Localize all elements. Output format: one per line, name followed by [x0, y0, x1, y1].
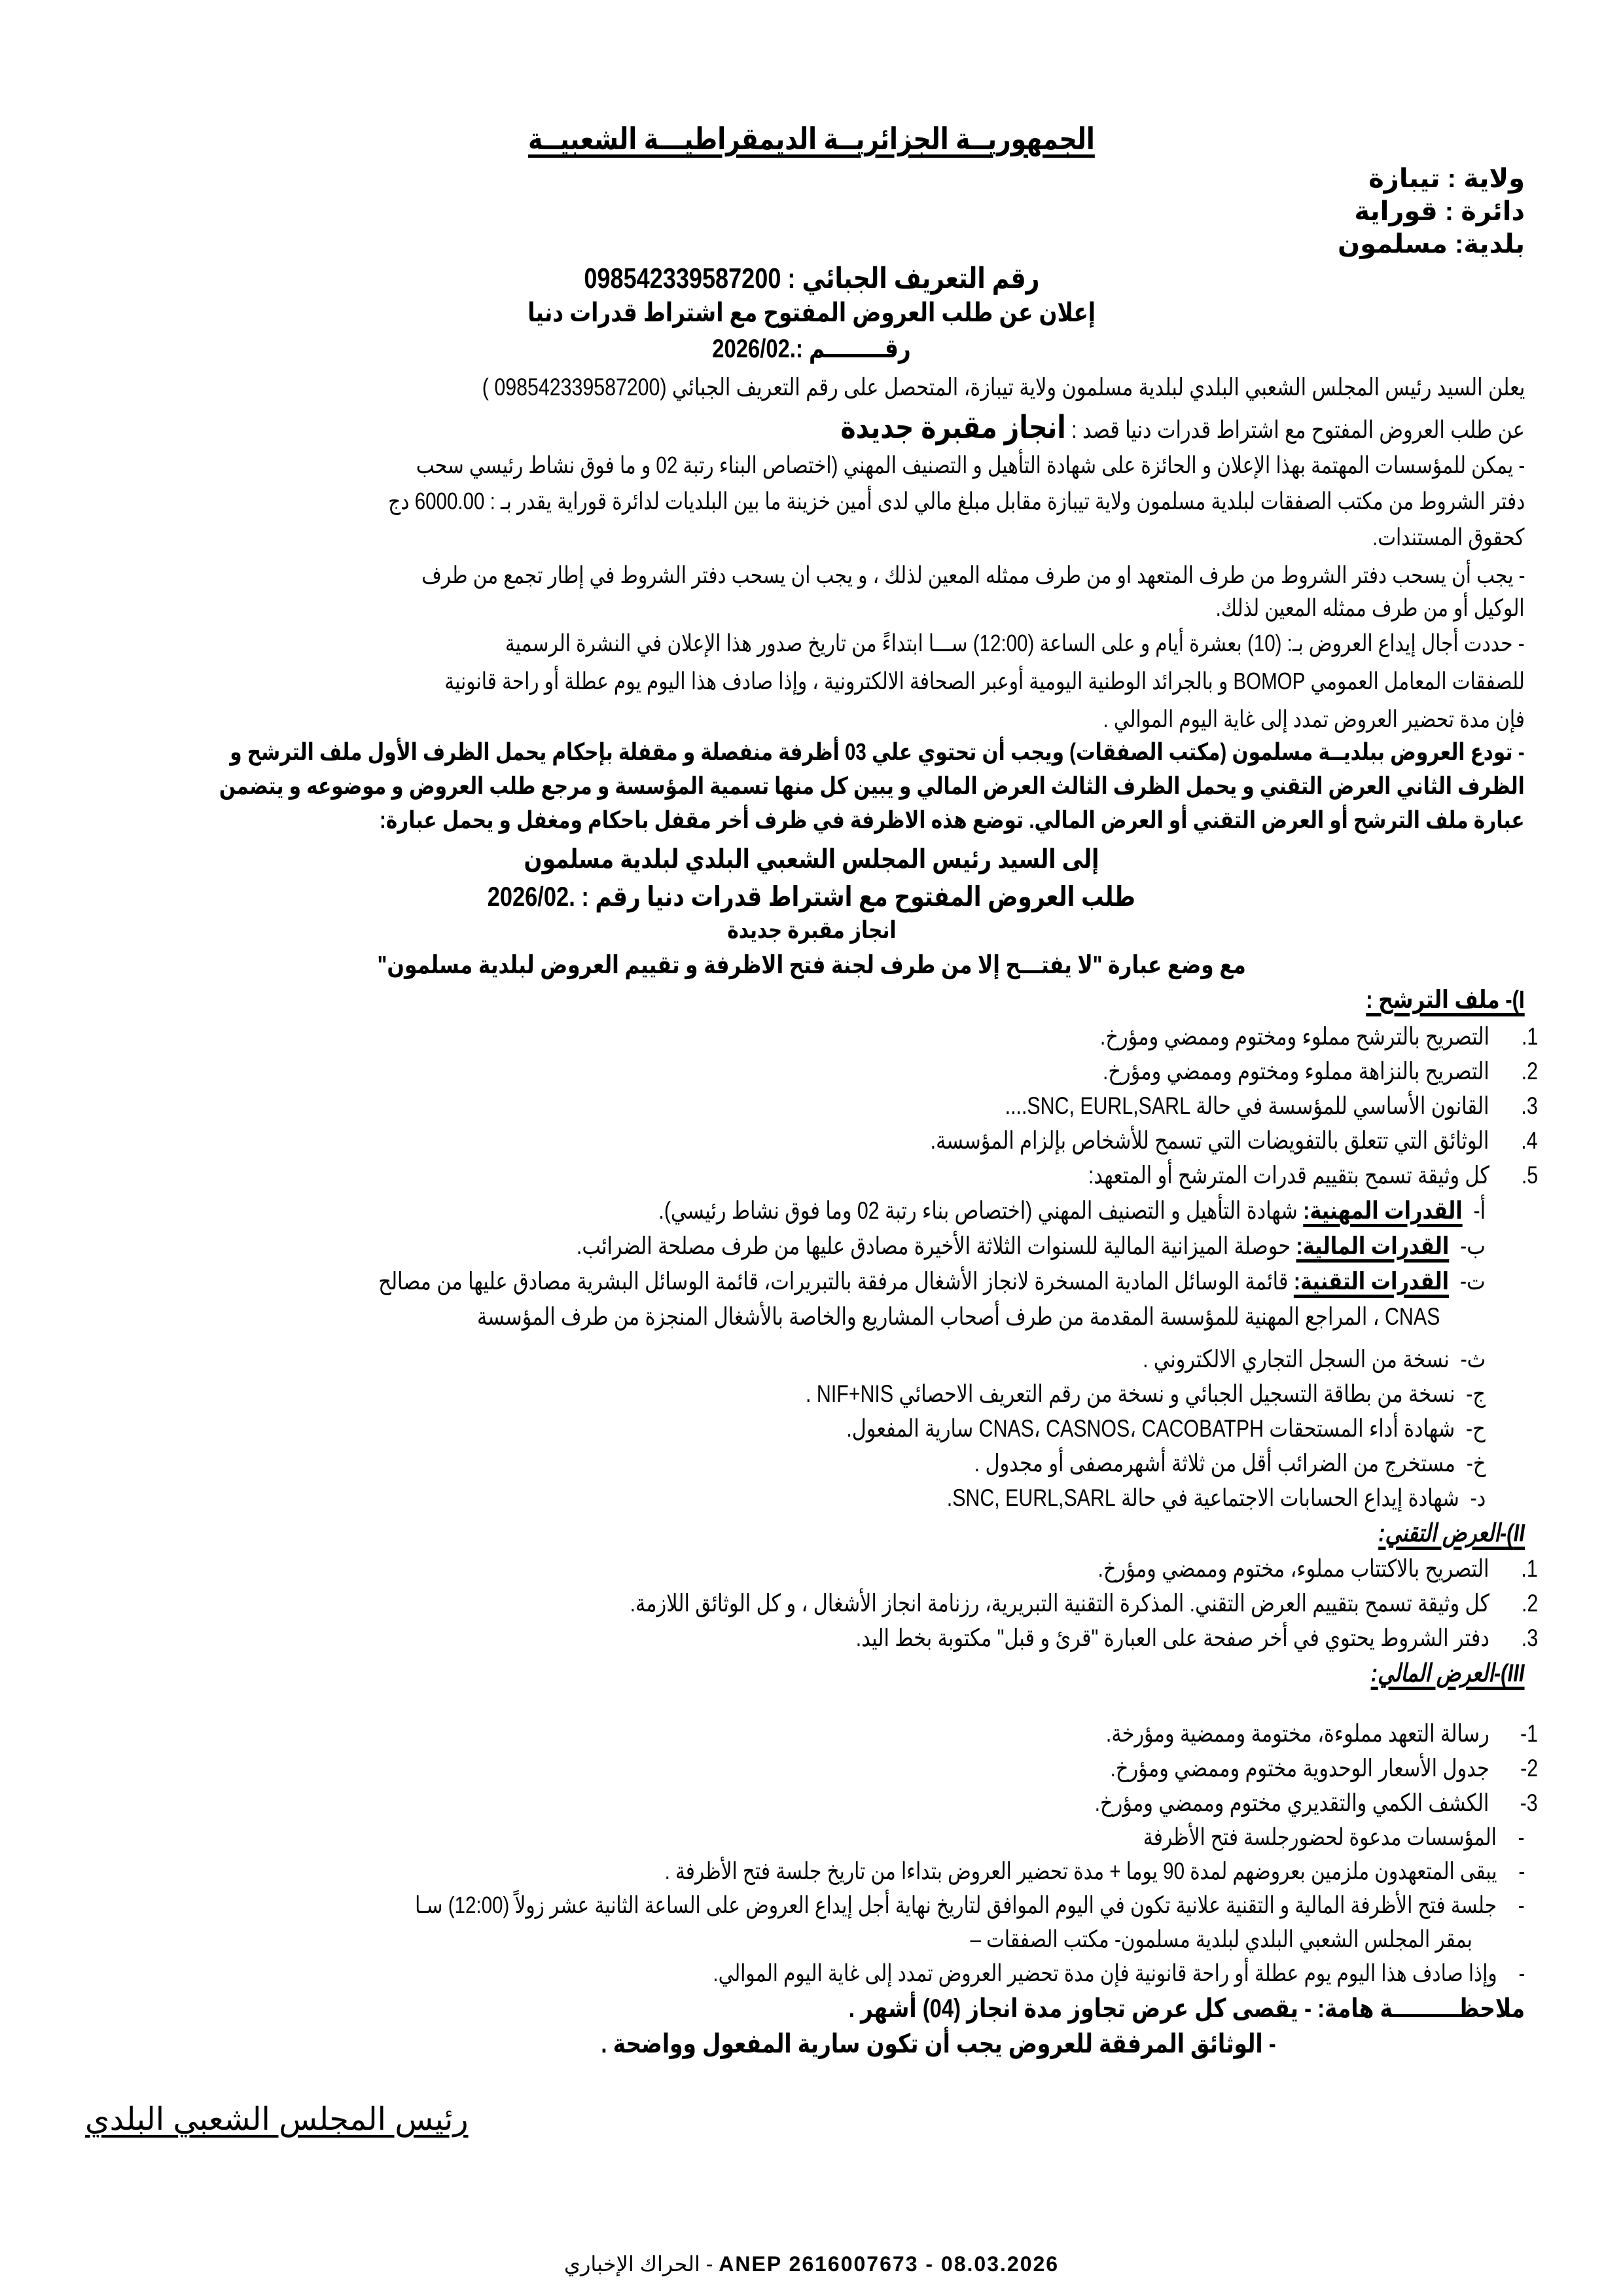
intro-prefix: عن طلب العروض المفتوح مع اشتراط قدرات دنيا قصد : [1065, 416, 1525, 443]
envelope-warning [0, 950, 1623, 980]
envelope-project-text: انجاز مقبرة جديدة [726, 916, 897, 943]
closing-bullet-3-cont [860, 1926, 1472, 1953]
item-text: التصريح بالترشح مملوء ومختوم وممضي ومؤرخ. [1099, 1023, 1489, 1050]
section1-item-2 [1007, 1057, 1538, 1085]
para2-line1 [179, 562, 1525, 589]
documents-note [453, 2029, 1276, 2059]
para1-line3-text: كحقوق المستندات. [1372, 524, 1525, 550]
section3-heading-text: III)-العرض المالي: [1371, 1660, 1525, 1687]
section3-heading [1337, 1659, 1525, 1688]
section1-item-1 [1004, 1022, 1538, 1050]
sub-item-text: حوصلة الميزانية المالية للسنوات الثلاثة الأخيرة مصادق عليها من طرف مصلحة الضرائب. [577, 1232, 1296, 1259]
closing-bullet-2: - يبقى المتعهدون ملزمين بعروضهم لمدة 90 يوما + مدة تحضير العروض بتداءا من تاريخ جلسة فتح الأظرفة . [664, 1857, 1525, 1884]
doc-commercial-register [1067, 1345, 1486, 1373]
item-number: 3- [1520, 1789, 1538, 1816]
para3-line3 [1010, 706, 1525, 733]
section2-heading [1346, 1518, 1525, 1548]
envelope-reference-text: طلب العروض المفتوح مع اشتراط قدرات دنيا رقم : .2026/02 [487, 881, 1136, 912]
sub-item-text: نسخة من بطاقة التسجيل الجبائي و نسخة من رقم التعريف الاحصائي NIF+NIS . [806, 1380, 1455, 1407]
sub-item-text: قائمة الوسائل المادية المسخرة لانجاز الأشغال مرفقة بالتبريرات، قائمة الوسائل البشرية مصادق عليها من مصالح [378, 1268, 1294, 1295]
section3-item-1 [1011, 1719, 1538, 1748]
item-number: 2. [1521, 1058, 1538, 1085]
section2-item-3 [706, 1624, 1538, 1652]
item-text: دفتر الشروط يحتوي في أخر صفحة على العبارة "قرئ و قبل" مكتوبة بخط اليد. [855, 1624, 1489, 1651]
sub-item-letter: خ- [1466, 1450, 1486, 1477]
important-note [700, 1994, 1525, 2024]
sub-item-text: مستخرج من الضرائب أقل من ثلاثة أشهرمصفى أو مجدول . [974, 1450, 1455, 1477]
para1-line1-text: - يمكن للمؤسسات المهتمة بهذا الإعلان و الحائزة على شهادة التأهيل و التصنيف المهني (اختصاص البناء رتبة 02 و ما فوق نشاط رئيسي سحب [416, 452, 1525, 478]
reference-number-text: رقــــــــم :.2026/02 [712, 334, 911, 363]
important-note-text: ملاحظـــــــــة هامة: - يقصى كل عرض تجاوز مدة انجاز (04) أشهر . [848, 1994, 1525, 2023]
project-title: انجاز مقبرة جديدة [840, 410, 1066, 445]
intro-line-1 [253, 373, 1525, 401]
para4-line3-text: عبارة ملف الترشح أو العرض التقني أو العرض المالي. توضع هذه الاظرفة في ظرف أخر مقفل باحكام ومغفل و يحمل عبارة: [380, 806, 1525, 833]
item-number: 5. [1521, 1162, 1538, 1189]
para3-line1-text: - حددت أجال إيداع العروض بـ: (10) بعشرة أيام و على الساعة (12:00) ســـا ابتداءً من تاريخ صدور هذا الإعلان في النشرة الرسمية [505, 630, 1525, 656]
para1-line2-text: دفتر الشروط من مكتب الصفقات لبلدية مسلمون ولاية تيبازة مقابل مبلغ مالي لدى أمين خزينة ما بين البلديات لدائرة قوراية يقدر بـ : 6000.00 دج [387, 488, 1525, 514]
tax-id-line [0, 262, 1623, 295]
intro-line-2 [690, 409, 1525, 446]
sub-item-letter: د- [1470, 1484, 1486, 1511]
documents-note-text: - الوثائق المرفقة للعروض يجب أن تكون سارية المفعول وواضحة . [601, 2030, 1276, 2058]
republic-title-text: الجمهوريــة الجزائريــة الديمقراطيـــة الشعبيــة [528, 122, 1095, 156]
item-number: 1- [1520, 1720, 1538, 1747]
baladia-label: بلدية: مسلمون [1338, 230, 1525, 259]
closing-bullet-1-text: المؤسسات مدعوة لحضورجلسة فتح الأظرفة [1143, 1823, 1497, 1850]
para3-line3-text: فإن مدة تحضير العروض تمدد إلى غاية اليوم الموالي . [1103, 706, 1525, 732]
section1-heading-text: I)- ملف الترشح : [1366, 986, 1525, 1014]
signature-title-text: رئيس المجلس الشعبي البلدي [85, 2102, 469, 2137]
para4-line2 [0, 772, 1525, 800]
item-text: جدول الأسعار الوحدوية مختوم وممضي ومؤرخ. [1110, 1755, 1489, 1782]
doc-accounts-filing [829, 1484, 1486, 1512]
para3-line2-text: للصفقات المعامل العمومي BOMOP و بالجرائد الوطنية اليومية أوعبر الصحافة الالكترونية ، وإذا صادف هذا اليوم يوم عطلة أو راحة قانونية [444, 668, 1525, 694]
item-number: 2. [1521, 1590, 1538, 1617]
envelope-recipient-text: إلى السيد رئيس المجلس الشعبي البلدي لبلدية مسلمون [524, 845, 1099, 874]
sub-item-text: شهادة أداء المستحقات CNAS، CASNOS، CACOBATPH سارية المفعول. [846, 1415, 1455, 1442]
envelope-warning-text: مع وضع عبارة "لا يفتـــح إلا من طرف لجنة فتح الاظرفة و تقييم العروض لبلدية مسلمون" [377, 952, 1246, 979]
item-text: الكشف الكمي والتقديري مختوم وممضي ومؤرخ. [1095, 1789, 1489, 1816]
para4-line1-text: - تودع العروض ببلديــة مسلمون (مكتب الصفقات) ويجب أن تحتوي علي 03 أظرفة منفصلة و مقفلة بإحكام يحمل الظرف الأول ملف الترشح و [230, 738, 1525, 765]
item-text: التصريح بالنزاهة مملوء ومختوم وممضي ومؤرخ. [1102, 1058, 1489, 1085]
section1-heading [1331, 985, 1525, 1014]
item-text: رسالة التعهد مملوءة، مختومة وممضية ومؤرخة. [1105, 1720, 1489, 1747]
item-text: القانون الأساسي للمؤسسة في حالة SNC, EURL,SARL.... [1005, 1092, 1489, 1119]
envelope-recipient [0, 844, 1623, 874]
sub-item-label: القدرات التقنية: [1294, 1268, 1450, 1295]
section2-heading-text: II)-العرض التقني: [1378, 1520, 1525, 1547]
para2-line2-text: الوكيل أو من طرف ممثله المعين لذلك. [1216, 594, 1525, 621]
doc-tax-registration [656, 1380, 1486, 1408]
item-text: كل وثيقة تسمح بتقييم العرض التقني. المذكرة التقنية التبريرية، رزنامة انجاز الأشغال ، و كل الوثائق اللازمة. [630, 1590, 1489, 1617]
para1-line3 [1339, 524, 1525, 551]
sub-item-letter: ب- [1460, 1232, 1486, 1259]
anep-code: ANEP 2616007673 - 08.03.2026 [719, 2252, 1060, 2276]
para3-line1 [281, 630, 1525, 657]
section2-item-2 [431, 1589, 1538, 1617]
publisher-name: - الحراك الإخباري [563, 2252, 713, 2276]
closing-bullet-4-text: وإذا صادف هذا اليوم يوم عطلة أو راحة قانونية فإن مدة تحضير العروض تمدد إلى غاية اليوم الموالي. [713, 1960, 1497, 1986]
sub-item-letter: أ- [1473, 1197, 1486, 1224]
closing-bullet-2-text: يبقى المتعهدون ملزمين بعروضهم لمدة 90 يوما + مدة تحضير العروض بتداءا من تاريخ جلسة فتح الأظرفة . [664, 1857, 1497, 1884]
sub-item-label: القدرات المهنية: [1303, 1197, 1463, 1224]
capacity-technical-cont [266, 1302, 1440, 1331]
capacity-technical [135, 1267, 1486, 1295]
item-text: الوثائق التي تتعلق بالتفويضات التي تسمح للأشخاص بإلزام المؤسسة. [931, 1127, 1489, 1154]
capacity-professional [477, 1196, 1486, 1225]
sub-item-letter: ت- [1460, 1268, 1486, 1295]
sub-item-text: شهادة التأهيل و التصنيف المهني (اختصاص بناء رتبة 02 وما فوق نشاط رئيسي). [658, 1197, 1304, 1224]
sub-item-letter: ث- [1460, 1346, 1486, 1372]
item-number: 2- [1520, 1755, 1538, 1782]
closing-bullet-3: - جلسة فتح الأظرفة المالية و التقنية علانية تكون في اليوم الموافق لتاريخ نهاية أجل إيداع العروض على الساعة الثانية عشر زولاً (12:00) سـا [415, 1892, 1525, 1918]
section1-item-5 [990, 1161, 1538, 1189]
item-number: 1. [1521, 1555, 1538, 1582]
closing-bullet-1: - المؤسسات مدعوة لحضورجلسة فتح الأظرفة [1143, 1823, 1525, 1850]
envelope-reference [0, 880, 1623, 912]
closing-bullet-3-text: جلسة فتح الأظرفة المالية و التقنية علانية تكون في اليوم الموافق لتاريخ نهاية أجل إيداع العروض على الساعة الثانية عشر زولاً (12:00) سـا [415, 1892, 1497, 1918]
capacity-financial [377, 1232, 1486, 1260]
para4-line2-text: الظرف الثاني العرض التقني و يحمل الظرف الثالث العرض المالي و يبين كل منها تسمية المؤسسة و مرجع طلب العروض و موضوعه و يتضمن [219, 772, 1525, 799]
item-number: 3. [1521, 1624, 1538, 1651]
para4-line1 [0, 738, 1525, 766]
envelope-project [0, 916, 1623, 944]
doc-tax-extract [862, 1449, 1486, 1477]
item-number: 1. [1521, 1023, 1538, 1050]
sub-item-text: نسخة من السجل التجاري الالكتروني . [1142, 1346, 1450, 1372]
section3-item-2 [1016, 1754, 1538, 1782]
para2-line2 [1148, 594, 1525, 622]
sub-item-letter: ج- [1466, 1380, 1486, 1407]
para1-line2 [139, 488, 1525, 515]
item-number: 3. [1521, 1092, 1538, 1119]
section3-item-3 [997, 1789, 1538, 1817]
sub-item-text: شهادة إيداع الحسابات الاجتماعية في حالة SNC, EURL,SARL. [946, 1484, 1459, 1511]
republic-title [0, 121, 1623, 156]
para4-line3 [128, 806, 1525, 834]
wilaya-label: ولاية : تيبازة [1368, 164, 1525, 193]
item-number: 4. [1521, 1127, 1538, 1154]
item-text: كل وثيقة تسمح بتقييم قدرات المترشح أو المتعهد: [1088, 1162, 1489, 1189]
closing-bullet-4: - وإذا صادف هذا اليوم يوم عطلة أو راحة قانونية فإن مدة تحضير العروض تمدد إلى غاية اليوم الموالي. [713, 1960, 1525, 1986]
para3-line2 [207, 668, 1525, 695]
tax-id-text: رقم التعريف الجبائي : 098542339587200 [583, 262, 1039, 295]
section1-item-4 [797, 1126, 1538, 1155]
notice-title-text: إعلان عن طلب العروض المفتوح مع اشتراط قدرات دنيا [527, 298, 1096, 327]
publication-footer [0, 2251, 1623, 2276]
sub-item-letter: ح- [1466, 1415, 1486, 1442]
daira-label: دائرة : قوراية [1354, 197, 1525, 226]
para2-line1-text: - يجب أن يسحب دفتر الشروط من طرف المتعهد او من طرف ممثله المعين لذلك ، و يجب ان يسحب دفتر الشروط في إطار تجمع من طرف [421, 562, 1525, 588]
signature-title [85, 2101, 469, 2138]
sub-item-text: CNAS ، المراجع المهنية للمؤسسة المقدمة من طرف أصحاب المشاريع والخاصة بالأشغال المنجزة من طرف المؤسسة [476, 1303, 1440, 1330]
para1-line1 [173, 452, 1525, 479]
notice-title [0, 298, 1623, 328]
section2-item-1 [1001, 1554, 1538, 1583]
doc-social-contributions [706, 1414, 1486, 1443]
sub-item-label: القدرات المالية: [1296, 1232, 1450, 1259]
intro-line-1-text: يعلن السيد رئيس المجلس الشعبي البلدي لبلدية مسلمون ولاية تيبازة، المتحصل على رقم التعريف الجبائي (098542339587200 ) [482, 374, 1525, 401]
reference-number [0, 334, 1623, 364]
closing-bullet-3-cont-text: بمقر المجلس الشعبي البلدي لبلدية مسلمون- مكتب الصفقات – [970, 1926, 1472, 1952]
section1-item-3 [888, 1092, 1538, 1120]
item-text: التصريح بالاكتتاب مملوء، مختوم وممضي ومؤرخ. [1097, 1555, 1489, 1582]
